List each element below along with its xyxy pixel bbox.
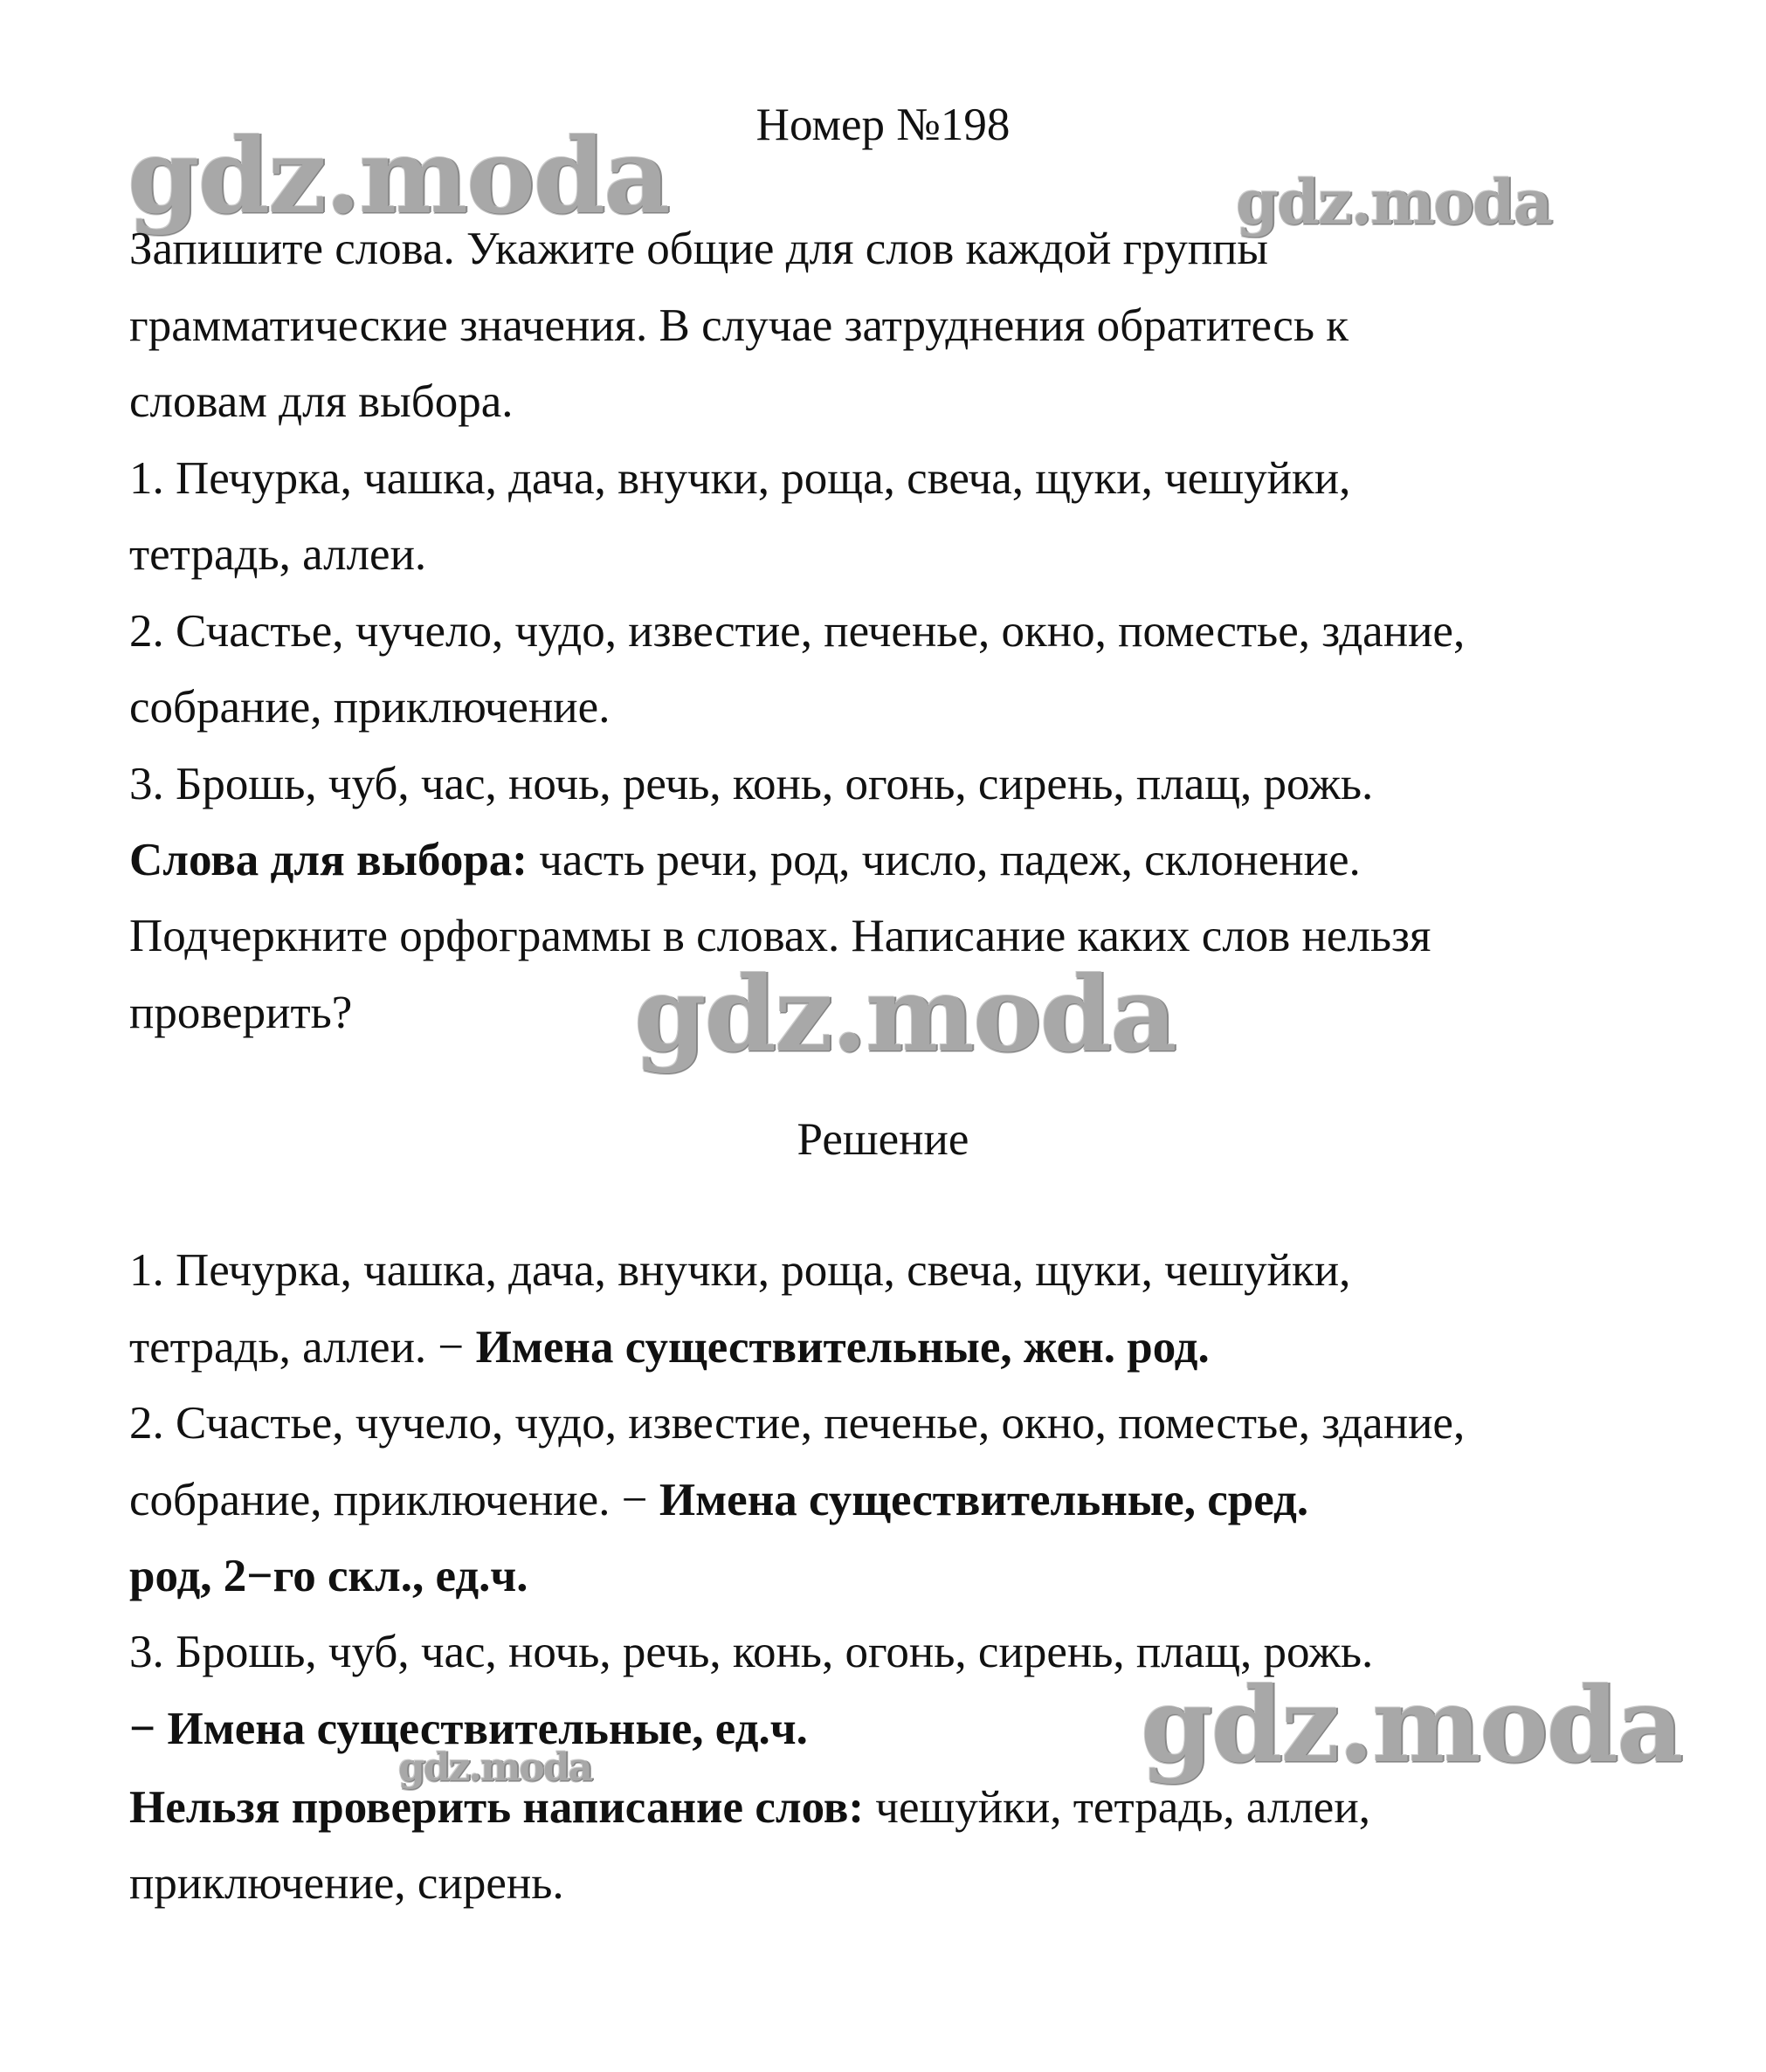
solution-answer: Имена существительные, сред. <box>659 1475 1309 1525</box>
solution-line <box>129 1703 808 1755</box>
solution-line <box>129 1474 1308 1526</box>
task-line: грамматические значения. В случае затруднения обратитесь к <box>129 300 1349 351</box>
solution-text: тетрадь, аллеи. − <box>129 1322 476 1373</box>
solution-text: собрание, приключение. − <box>129 1475 659 1525</box>
task-question: Подчеркните орфограммы в словах. Написание каких слов нельзя <box>129 911 1431 961</box>
task-group-2: 2. Счастье, чучело, чудо, известие, печенье, окно, поместье, здание, <box>129 606 1466 657</box>
page-title: Номер №198 <box>755 100 1011 150</box>
solution-line: приключение, сирень. <box>129 1858 564 1909</box>
watermark: gdz.moda <box>1141 1664 1682 1786</box>
task-group-1-cont: тетрадь, аллеи. <box>129 529 427 580</box>
watermark: gdz.moda <box>398 1745 592 1790</box>
choice-label: Слова для выбора: <box>129 835 528 885</box>
task-group-1: 1. Печурка, чашка, дача, внучки, роща, свеча, щуки, чешуйки, <box>129 453 1351 504</box>
solution-answer: Нельзя проверить написание слов: <box>129 1782 865 1833</box>
watermark: gdz.moda <box>634 953 1176 1075</box>
solution-line: 3. Брошь, чуб, час, ночь, речь, конь, огонь, сирень, плащ, рожь. <box>129 1627 1374 1677</box>
solution-line <box>129 1321 1210 1373</box>
watermark: gdz.moda <box>1236 166 1552 238</box>
task-group-3: 3. Брошь, чуб, час, ночь, речь, конь, огонь, сирень, плащ, рожь. <box>129 759 1374 809</box>
solution-answer: − Имена существительные, ед.ч. <box>129 1704 808 1754</box>
choice-text: часть речи, род, число, падеж, склонение. <box>527 835 1361 885</box>
task-group-2-cont: собрание, приключение. <box>129 682 611 733</box>
task-line: словам для выбора. <box>129 376 514 427</box>
task-choice-line <box>129 834 1361 886</box>
solution-line <box>129 1781 1370 1834</box>
task-question-cont: проверить? <box>129 988 353 1038</box>
task-line: Запишите слова. Укажите общие для слов каждой группы <box>129 224 1269 274</box>
solution-text: чешуйки, тетрадь, аллеи, <box>864 1782 1370 1833</box>
solution-line: 2. Счастье, чучело, чудо, известие, печенье, окно, поместье, здание, <box>129 1398 1466 1449</box>
solution-heading: Решение <box>797 1114 969 1165</box>
solution-line: 1. Печурка, чашка, дача, внучки, роща, свеча, щуки, чешуйки, <box>129 1245 1351 1296</box>
solution-line <box>129 1550 528 1602</box>
solution-answer: род, 2−го скл., ед.ч. <box>129 1551 528 1601</box>
watermark: gdz.moda <box>128 115 669 237</box>
solution-answer: Имена существительные, жен. род. <box>475 1322 1210 1373</box>
